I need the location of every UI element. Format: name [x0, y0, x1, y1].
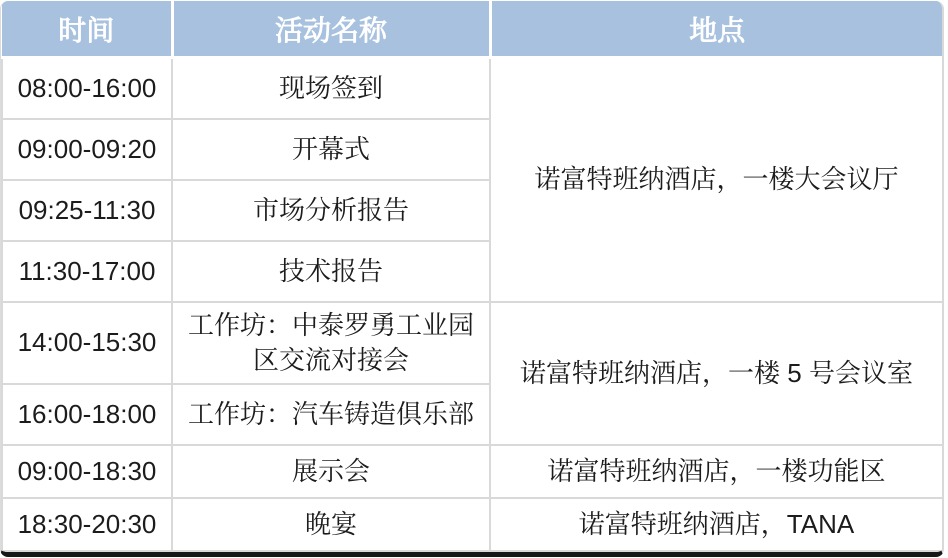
table-row [2, 58, 943, 120]
schedule-table [1, 1, 944, 552]
activity-cell: 工作坊：中泰罗勇工业园区交流对接会 [172, 302, 490, 384]
time-cell: 18:30-20:30 [2, 498, 172, 551]
table-row [2, 498, 943, 551]
location-cell: 诺富特班纳酒店，一楼功能区 [490, 445, 943, 498]
time-cell: 16:00-18:00 [2, 384, 172, 445]
table-row [2, 445, 943, 498]
header-row [2, 1, 943, 58]
activity-cell: 市场分析报告 [172, 180, 490, 241]
time-cell: 09:00-18:30 [2, 445, 172, 498]
table-row [2, 302, 943, 384]
time-cell: 09:00-09:20 [2, 119, 172, 180]
header-activity: 活动名称 [172, 1, 490, 58]
time-cell: 14:00-15:30 [2, 302, 172, 384]
time-cell: 09:25-11:30 [2, 180, 172, 241]
activity-cell: 现场签到 [172, 58, 490, 120]
schedule-card [0, 1, 944, 557]
header-location: 地点 [490, 1, 943, 58]
time-cell: 11:30-17:00 [2, 241, 172, 302]
header-time: 时间 [2, 1, 172, 58]
location-cell: 诺富特班纳酒店，TANA [490, 498, 943, 551]
time-cell: 08:00-16:00 [2, 58, 172, 120]
location-cell: 诺富特班纳酒店，一楼 5 号会议室 [490, 302, 943, 445]
activity-cell: 展示会 [172, 445, 490, 498]
activity-cell: 工作坊：汽车铸造俱乐部 [172, 384, 490, 445]
activity-cell: 开幕式 [172, 119, 490, 180]
activity-cell: 技术报告 [172, 241, 490, 302]
location-cell: 诺富特班纳酒店，一楼大会议厅 [490, 58, 943, 303]
activity-cell: 晚宴 [172, 498, 490, 551]
